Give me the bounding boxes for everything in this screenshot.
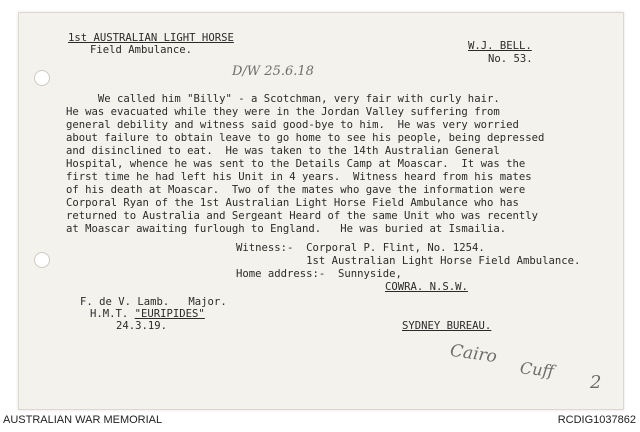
signatory: F. de V. Lamb. Major. [80, 296, 227, 308]
witness-unit: 1st Australian Light Horse Field Ambulance. [236, 255, 581, 267]
witness-line: Witness:- Corporal P. Flint, No. 1254. [236, 242, 485, 254]
bureau-label: SYDNEY BUREAU. [402, 320, 492, 332]
handwritten-date: D/W 25.6.18 [232, 64, 314, 79]
handwritten-initials: Cuff [519, 358, 555, 381]
signature-date: 24.3.19. [116, 320, 168, 332]
footer-institution: AUSTRALIAN WAR MEMORIAL [3, 414, 163, 426]
ship-line [90, 308, 205, 321]
body-line: general debility and witness said good-bye to him. He was very worried [66, 119, 519, 131]
home-address-label: Home address:- Sunnyside, [236, 268, 402, 280]
body-line: first time he had left his Unit in 4 years. Witness heard from his mates [66, 171, 532, 183]
ship-name: "EURIPIDES" [134, 308, 205, 320]
body-line: of his death at Moascar. Two of the mates who gave the information were [66, 184, 526, 196]
unit-title: 1st AUSTRALIAN LIGHT HORSE [68, 32, 234, 44]
handwritten-number: 2 [590, 372, 602, 393]
footer-reference: RCDIG1037862 [557, 414, 636, 426]
body-line: Corporal Ryan of the 1st Australian Light Horse Field Ambulance who has [66, 197, 519, 209]
ship-prefix: H.M.T. [90, 308, 135, 320]
handwritten-cairo: Cairo [448, 340, 499, 368]
home-address-town: COWRA. N.S.W. [385, 281, 468, 293]
body-line: We called him "Billy" - a Scotchman, very fair with curly hair. [66, 93, 500, 105]
soldier-number: No. 53. [488, 53, 533, 65]
soldier-name: W.J. BELL. [468, 40, 532, 52]
punch-hole [34, 70, 50, 86]
unit-subtitle: Field Ambulance. [90, 44, 193, 56]
body-line: at Moascar awaiting furlough to England. He was buried at Ismailia. [66, 223, 507, 235]
body-line: Hospital, whence he was sent to the Details Camp at Moascar. It was the [66, 158, 526, 170]
body-line: about failure to obtain leave to go home to see his people, being depressed [66, 132, 545, 144]
body-line: returned to Australia and Sergeant Heard of the same Unit who was recently [66, 210, 538, 222]
body-line: and disinclined to eat. He was taken to the 14th Australian General [66, 145, 500, 157]
body-line: He was evacuated while they were in the Jordan Valley suffering from [66, 106, 500, 118]
punch-hole [34, 252, 50, 268]
